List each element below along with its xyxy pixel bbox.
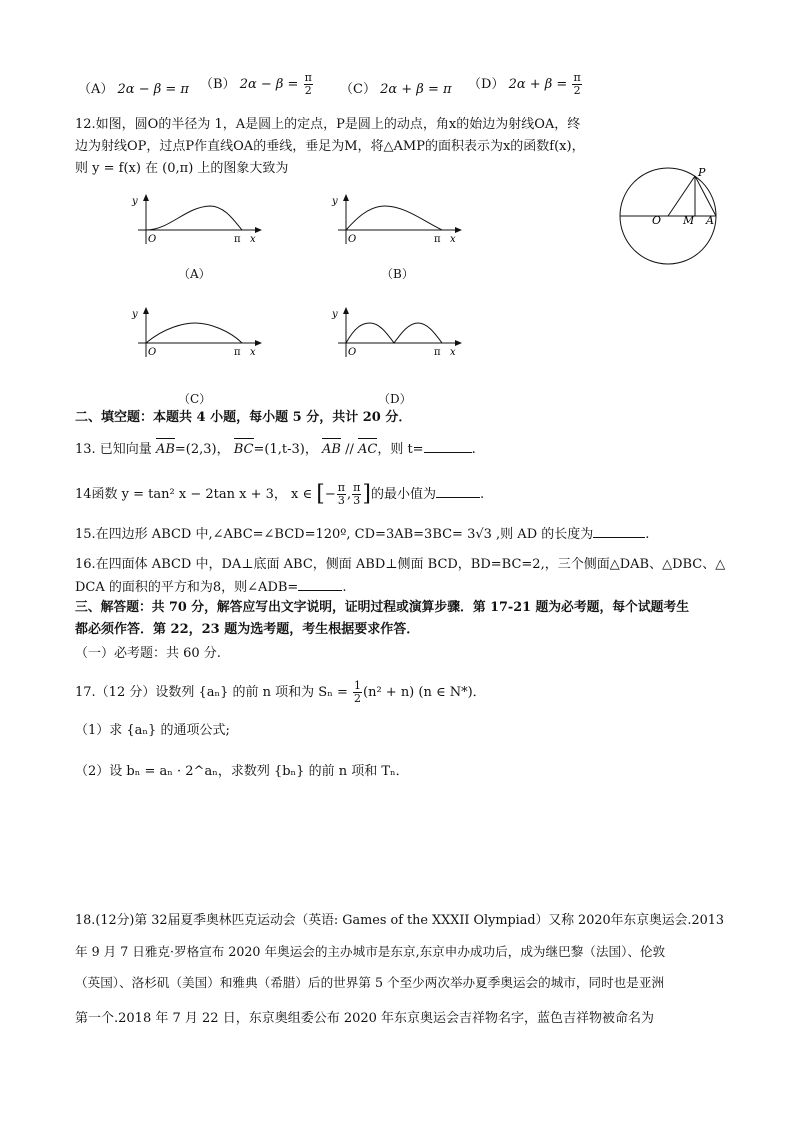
q18-line-2: 年 9 月 7 日雅克·罗格宣布 2020 年奥运会的主办城市是东京,东京申办成功后，成为继巴黎（法国）、伦敦 bbox=[75, 944, 666, 959]
q12-graph-d bbox=[330, 305, 465, 360]
q17-part-1: （1）求 {aₙ} 的通项公式; bbox=[75, 723, 230, 738]
svg-text:x: x bbox=[450, 234, 456, 245]
svg-text:x: x bbox=[450, 347, 456, 358]
q13: 13. 已知向量 AB=(2,3)， BC=(1,t-3)， AB // AC，则 t= . bbox=[75, 442, 476, 457]
label-m: M bbox=[683, 214, 695, 227]
q17-fraction: $\frac{1}{2}$ bbox=[354, 679, 361, 705]
q11-option-b bbox=[200, 72, 314, 97]
svg-text:π: π bbox=[234, 234, 241, 245]
section-3-line-2: 都必须作答．第 22，23 题为选考题，考生根据要求作答． bbox=[75, 622, 420, 637]
vector-ab: AB bbox=[155, 442, 175, 457]
q11-option-b-math: 2α − β = bbox=[239, 77, 299, 92]
q15-answer-blank[interactable] bbox=[593, 525, 645, 538]
q11-option-d bbox=[468, 72, 583, 97]
section-2-heading: 二、填空题：本题共 4 小题，每小题 5 分，共计 20 分． bbox=[75, 410, 412, 425]
q12-graph-c bbox=[130, 305, 265, 360]
q12-caption-b: （B） bbox=[381, 267, 414, 281]
svg-text:π: π bbox=[434, 234, 441, 245]
svg-text:O: O bbox=[148, 347, 157, 358]
q11-option-c-label: （C） bbox=[340, 82, 376, 97]
q12-caption-d: （D） bbox=[378, 392, 412, 406]
svg-text:π: π bbox=[434, 347, 441, 358]
label-o: O bbox=[652, 214, 662, 227]
q12-line-3: 则 y = f(x) 在 (0,π) 上的图象大致为 bbox=[75, 161, 289, 176]
q12-line-2: 边为射线OP，过点P作直线OA的垂线，垂足为M，将△AMP的面积表示为x的函数f(x)， bbox=[75, 139, 585, 154]
q11-option-c bbox=[340, 78, 452, 97]
q17-part-2: （2）设 bₙ = aₙ · 2^aₙ，求数列 {bₙ} 的前 n 项和 Tₙ． bbox=[75, 764, 409, 779]
q12-caption-c: （C） bbox=[178, 392, 212, 406]
q11-option-d-label: （D） bbox=[468, 77, 505, 92]
segment-pa bbox=[695, 176, 716, 216]
q17-stem: 17.（12 分）设数列 {aₙ} 的前 n 项和为 Sₙ = $\frac{1}{2}$ (n² + n) (n ∈ N*)． bbox=[75, 679, 486, 705]
svg-text:x: x bbox=[250, 347, 256, 358]
q11-option-d-math: 2α + β = bbox=[508, 77, 568, 92]
q16-line-2: DCA 的面积的平方和为8，则∠ADB= . bbox=[75, 580, 347, 595]
q11-option-a-label: （A） bbox=[78, 82, 114, 97]
q11-option-a bbox=[78, 78, 189, 97]
svg-text:y: y bbox=[332, 309, 338, 320]
curve-b bbox=[346, 206, 442, 230]
svg-text:y: y bbox=[132, 309, 138, 320]
vector-ab-2: AB bbox=[321, 442, 341, 457]
q14-upper-fraction: $\frac{\pi}{3}$ bbox=[353, 481, 361, 507]
label-a: A bbox=[706, 214, 714, 227]
section-3-line-1: 三、解答题：共 70 分，解答应写出文字说明，证明过程或演算步骤．第 17-21 题为必考题，每个试题考生 bbox=[75, 600, 690, 615]
q18-line-1: 18.(12分)第 32届夏季奥林匹克运动会（英语: Games of the XXXII Olympiad）又称 2020年东京奥运会.2013 bbox=[75, 913, 725, 928]
q12-circle-figure bbox=[605, 162, 735, 272]
q18-line-4: 第一个.2018 年 7 月 22 日，东京奥组委公布 2020 年东京奥运会吉祥物名字，蓝色吉祥物被命名为 bbox=[75, 1011, 655, 1026]
q14-lower-fraction: $\frac{\pi}{3}$ bbox=[337, 481, 345, 507]
q16-line-1: 16.在四面体 ABCD 中，DA⊥底面 ABC，侧面 ABD⊥侧面 BCD，BD=BC=2,，三个侧面△DAB、△DBC、△ bbox=[75, 557, 726, 572]
q12-graph-a bbox=[130, 192, 265, 247]
q11-option-b-label: （B） bbox=[200, 77, 236, 92]
svg-text:x: x bbox=[250, 234, 256, 245]
svg-text:y: y bbox=[332, 196, 338, 207]
section-3-sub: （一）必考题：共 60 分. bbox=[75, 646, 221, 661]
q12-graph-b bbox=[330, 192, 465, 247]
q14: 14函数 y = tan² x − 2tan x + 3， x ∈ [− $\frac{\pi}{3}$ , $\frac{\pi}{3}$ ]的最小值为 . bbox=[75, 481, 485, 507]
segment-op bbox=[668, 176, 695, 216]
curve-c bbox=[146, 323, 242, 343]
curve-a bbox=[146, 206, 242, 230]
curve-d bbox=[346, 323, 442, 343]
q13-answer-blank[interactable] bbox=[424, 440, 472, 453]
svg-text:π: π bbox=[234, 347, 241, 358]
svg-text:O: O bbox=[348, 347, 357, 358]
q14-answer-blank[interactable] bbox=[436, 485, 480, 498]
q11-option-b-fraction: $\frac{\pi}{2}$ bbox=[304, 71, 312, 97]
q11-option-d-fraction: $\frac{\pi}{2}$ bbox=[573, 71, 581, 97]
q11-option-a-math: 2α − β = π bbox=[117, 82, 189, 97]
q12-line-1: 12.如图，圆O的半径为 1，A是圆上的定点，P是圆上的动点，角x的始边为射线OA，终 bbox=[75, 117, 581, 132]
q15: 15.在四边形 ABCD 中,∠ABC=∠BCD=120º, CD=3AB=3BC= 3√3 ,则 AD 的长度为 . bbox=[75, 527, 650, 542]
q11-option-c-math: 2α + β = π bbox=[380, 82, 452, 97]
svg-text:O: O bbox=[148, 234, 157, 245]
vector-ac: AC bbox=[357, 442, 378, 457]
svg-text:O: O bbox=[348, 234, 357, 245]
q12-caption-a: （A） bbox=[178, 267, 211, 281]
svg-text:y: y bbox=[132, 196, 138, 207]
q16-answer-blank[interactable] bbox=[298, 578, 342, 591]
q18-line-3: （英国）、洛杉矶（美国）和雅典（希腊）后的世界第 5 个至少两次举办夏季奥运会的城市，同时也是亚洲 bbox=[75, 975, 665, 990]
label-p: P bbox=[698, 166, 706, 179]
vector-bc: BC bbox=[233, 442, 254, 457]
